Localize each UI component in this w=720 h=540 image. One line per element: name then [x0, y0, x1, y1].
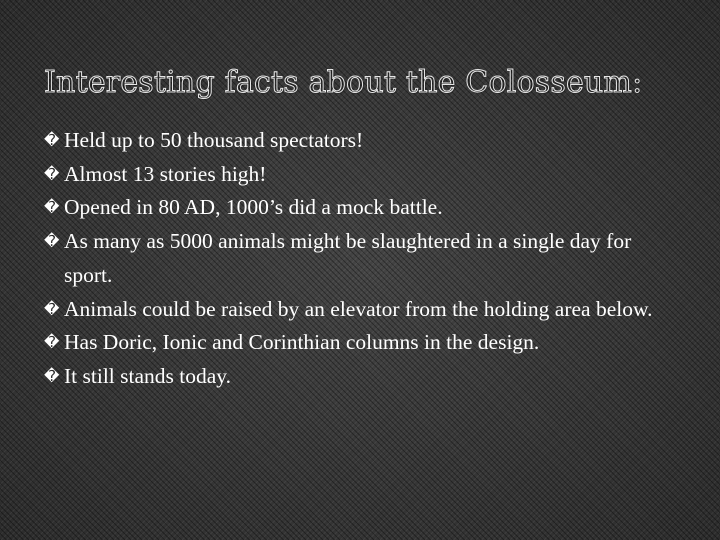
- bullet-text: Opened in 80 AD, 1000’s did a mock battle.: [64, 195, 443, 220]
- missing-glyph-bullet-icon: �: [44, 131, 60, 149]
- missing-glyph-bullet-icon: �: [44, 198, 60, 217]
- missing-glyph-bullet-icon: �: [44, 299, 60, 318]
- list-item: [44, 124, 684, 158]
- list-item: [44, 158, 684, 192]
- bullet-text: It still stands today.: [64, 363, 232, 388]
- missing-glyph-bullet-icon: �: [44, 232, 60, 251]
- list-item: [44, 360, 684, 394]
- bullet-text: Animals could be raised by an elevator from the holding area below.: [64, 296, 653, 321]
- missing-glyph-bullet-icon: �: [44, 366, 60, 385]
- list-item: [44, 191, 684, 225]
- bullet-text: Has Doric, Ionic and Corinthian columns in the design.: [64, 330, 540, 355]
- list-item: [44, 293, 684, 327]
- bullet-text: Held up to 50 thousand spectators!: [64, 128, 364, 152]
- missing-glyph-bullet-icon: �: [44, 333, 60, 352]
- bullet-text: Almost 13 stories high!: [64, 161, 267, 186]
- slide-title: Interesting facts about the Colosseum:: [44, 65, 643, 100]
- bullet-text: As many as 5000 animals might be slaughtered in a single day for sport.: [64, 229, 632, 287]
- bullet-list: [44, 124, 684, 394]
- missing-glyph-bullet-icon: �: [44, 164, 60, 183]
- list-item: [44, 225, 684, 292]
- list-item: [44, 326, 684, 360]
